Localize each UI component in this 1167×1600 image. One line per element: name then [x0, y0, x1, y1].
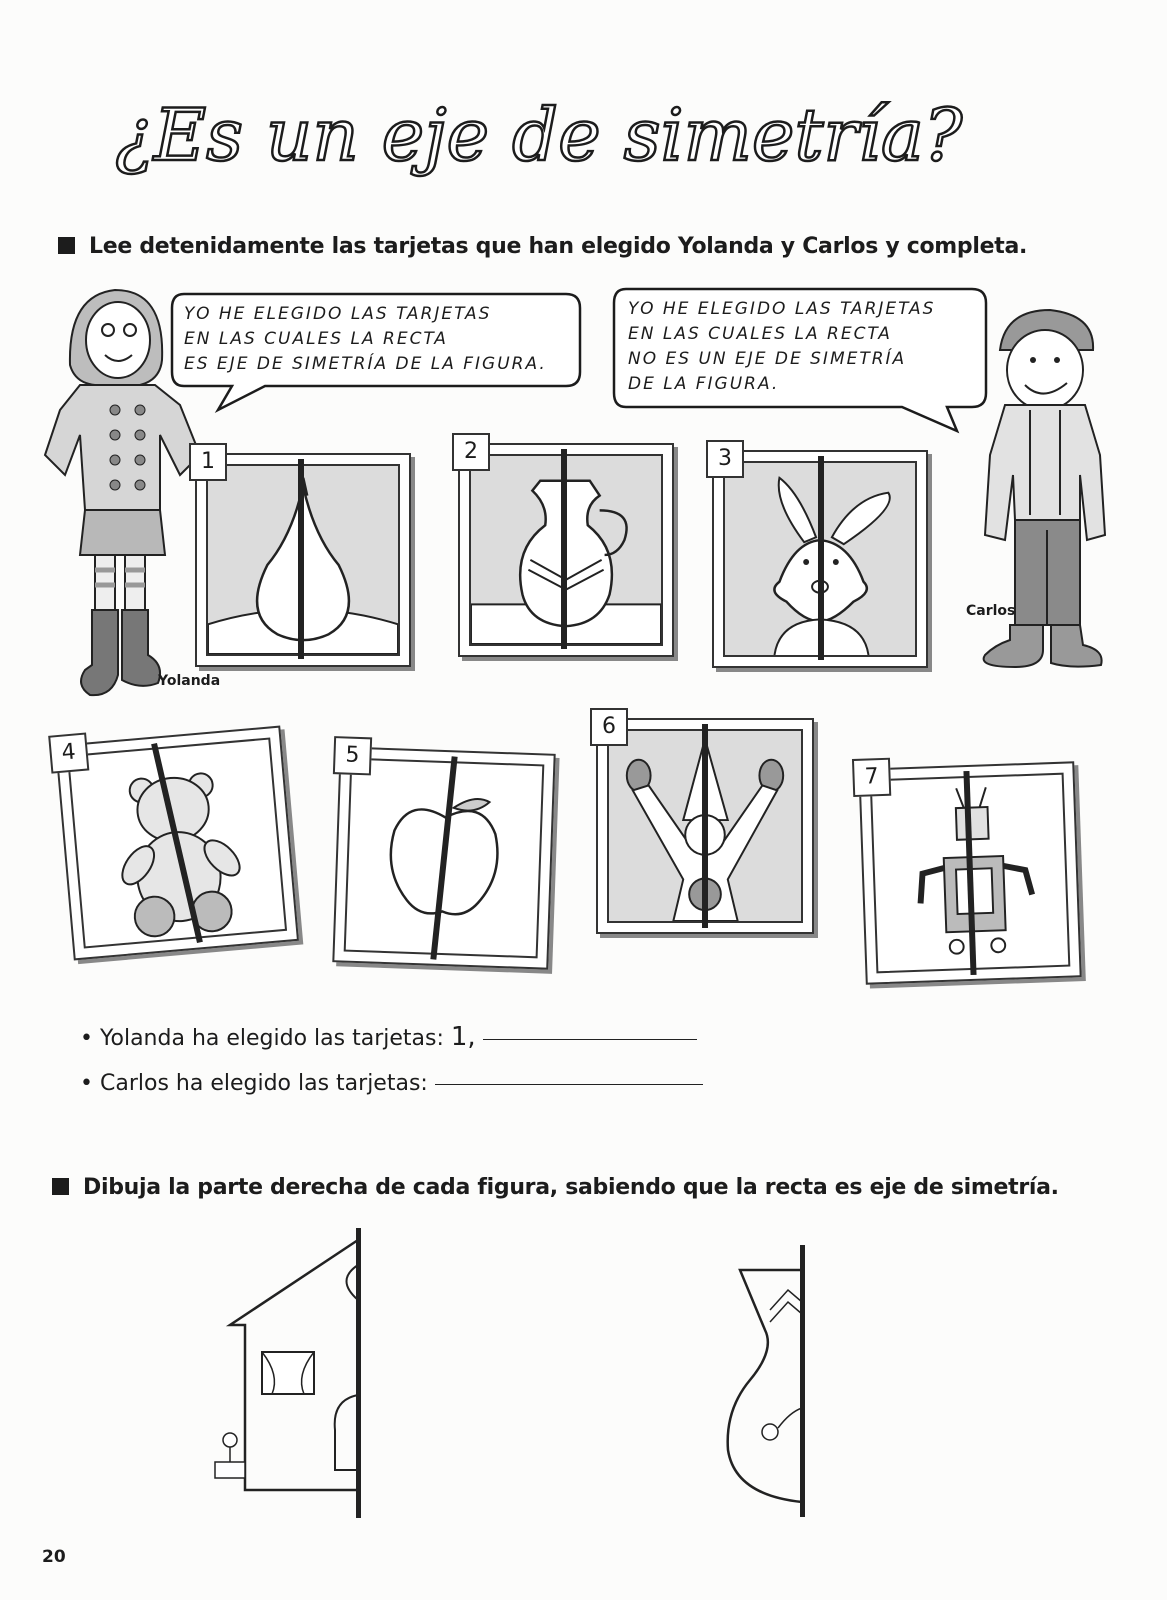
card-6	[596, 714, 814, 934]
instruction-2-text: Dibuja la parte derecha de cada figura, sabiendo que la recta es eje de simetría.	[83, 1175, 1059, 1200]
square-bullet-icon	[58, 237, 75, 254]
answer-yolanda-label: Yolanda ha elegido las tarjetas:	[99, 1026, 444, 1051]
answer-yolanda-blank[interactable]	[483, 1038, 697, 1040]
answer-yolanda	[80, 1022, 697, 1052]
card-1	[195, 449, 411, 667]
carlos-illustration	[975, 305, 1115, 685]
card-4	[55, 726, 299, 961]
card-3	[712, 446, 928, 668]
vase-icon	[720, 1240, 820, 1520]
instruction-2	[52, 1175, 1059, 1200]
card-number: 3	[706, 440, 744, 478]
carlos-label: Carlos	[966, 603, 1016, 619]
speech-line: YO HE ELEGIDO LAS TARJETAS	[628, 299, 936, 319]
instruction-1-text: Lee detenidamente las tarjetas que han elegido Yolanda y Carlos y completa.	[89, 234, 1028, 259]
instruction-1	[58, 234, 1027, 259]
yolanda-label: Yolanda	[158, 673, 221, 689]
card-7	[858, 761, 1081, 984]
speech-line: ES EJE DE SIMETRÍA DE LA FIGURA.	[184, 354, 547, 374]
carlos-speech-bubble	[612, 287, 992, 437]
card-number: 2	[452, 433, 490, 471]
bullet-dot-icon: •	[80, 1071, 100, 1096]
card-number: 4	[48, 733, 89, 774]
half-vase-drawing[interactable]	[720, 1240, 820, 1520]
page-title-text: ¿Es un eje de simetría?	[115, 93, 963, 177]
answer-carlos-blank[interactable]	[435, 1083, 703, 1085]
speech-line: EN LAS CUALES LA RECTA	[628, 324, 892, 344]
answer-carlos-label: Carlos ha elegido las tarjetas:	[99, 1071, 428, 1096]
card-number: 5	[333, 736, 372, 775]
page-title	[105, 60, 1005, 200]
card-number: 6	[590, 708, 628, 746]
speech-line: DE LA FIGURA.	[628, 374, 780, 394]
half-house-drawing[interactable]	[210, 1220, 370, 1520]
answer-yolanda-value: 1,	[450, 1022, 476, 1052]
card-number: 1	[189, 443, 227, 481]
bullet-dot-icon: •	[80, 1026, 100, 1051]
speech-line: NO ES UN EJE DE SIMETRÍA	[628, 349, 907, 369]
card-number: 7	[852, 758, 891, 797]
speech-line: EN LAS CUALES LA RECTA	[184, 329, 448, 349]
answer-carlos	[80, 1071, 703, 1096]
house-icon	[210, 1220, 370, 1520]
square-bullet-icon	[52, 1178, 69, 1195]
card-5	[332, 742, 555, 969]
page-title-lettering	[105, 60, 1005, 200]
speech-line: YO HE ELEGIDO LAS TARJETAS	[184, 304, 492, 324]
card-2	[458, 439, 674, 657]
yolanda-speech-bubble	[170, 292, 582, 412]
page-number: 20	[42, 1547, 66, 1567]
